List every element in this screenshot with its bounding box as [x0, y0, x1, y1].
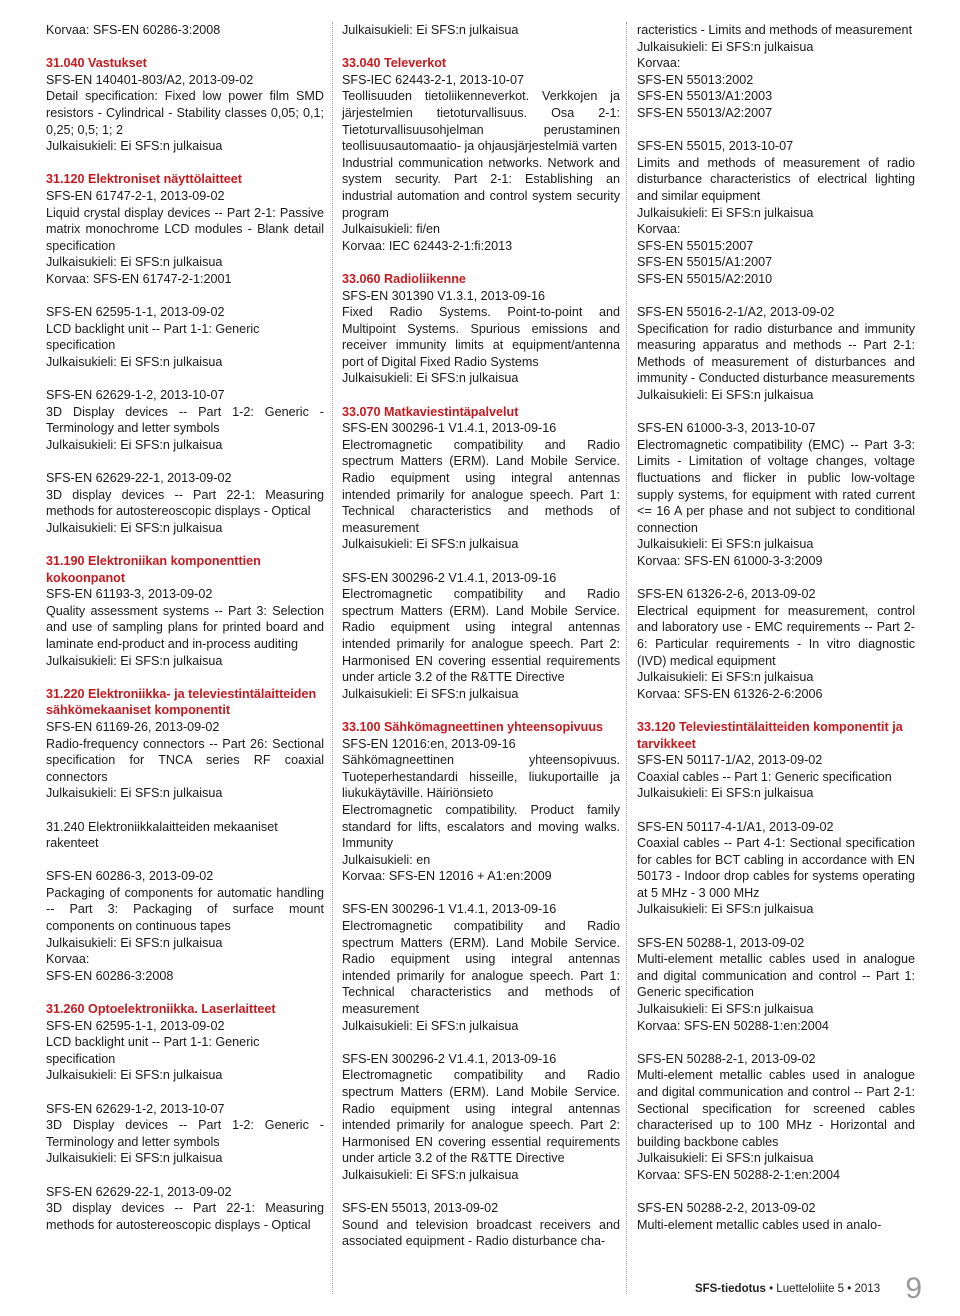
section-heading: 33.100 Sähkömagneettinen yhteensopivuus — [342, 719, 604, 734]
page-footer — [695, 1272, 922, 1306]
entry-line: Julkaisukieli: Ei SFS:n julkaisua — [46, 1151, 223, 1166]
entry-line: Sähkömagneettinen yhteensopivuus. Tuoteperhestandardi hisseille, liukuportaille ja liukukäytäville. Häiriönsieto — [342, 753, 620, 801]
entry-line: Sound and television broadcast receivers and associated equipment - Radio disturbance cha- — [342, 1217, 620, 1249]
entry-line: SFS-EN 62595-1-1, 2013-09-02 — [46, 1018, 225, 1033]
footer-year: 2013 — [854, 1283, 881, 1295]
entry-line: Julkaisukieli: Ei SFS:n julkaisua — [342, 23, 519, 37]
entry-line: Julkaisukieli: Ei SFS:n julkaisua — [342, 1167, 519, 1182]
entry-line: Multi-element metallic cables used in analogue and digital communication and control -- Part 2-1: Sectional specification for screened cables characterised up to 100 MHz - Horizontal and building backbone cables — [637, 1068, 915, 1149]
standard-entry — [342, 1200, 620, 1250]
entry-line: Korvaa: SFS-EN 50288-2-1:en:2004 — [637, 1167, 841, 1182]
standard-entry — [342, 1051, 620, 1184]
entry-line: SFS-EN 12016:en, 2013-09-16 — [342, 736, 516, 751]
entry-line: Electromagnetic compatibility and Radio spectrum Matters (ERM). Land Mobile Service. Radio equipment using integral antennas intended primarily for analogue speech. Part 2: Harmonised EN covering essential requirements under article 3.2 of the R&TTE Directive — [342, 587, 620, 685]
entry-line: SFS-EN 62629-1-2, 2013-10-07 — [46, 388, 225, 403]
standard-entry — [342, 570, 620, 703]
standard-entry — [46, 1184, 324, 1234]
entry-line: Quality assessment systems -- Part 3: Selection and use of sampling plans for printed board and laminate end-product and in-process auditing — [46, 603, 324, 651]
entry-line: Julkaisukieli: Ei SFS:n julkaisua — [637, 786, 814, 801]
standard-entry — [46, 1101, 324, 1167]
entry-line: Julkaisukieli: Ei SFS:n julkaisua — [46, 520, 223, 535]
entry-line: Julkaisukieli: en — [342, 852, 431, 867]
text-column-3 — [637, 22, 915, 1250]
section-heading: 33.040 Televerkot — [342, 56, 447, 71]
entry-line: SFS-EN 300296-2 V1.4.1, 2013-09-16 — [342, 570, 557, 585]
entry-line: LCD backlight unit -- Part 1-1: Generic specification — [46, 321, 260, 353]
entry-line: Julkaisukieli: Ei SFS:n julkaisua — [637, 537, 814, 552]
entry-line: Packaging of components for automatic handling -- Part 3: Packaging of surface mount components on continuous tapes — [46, 885, 324, 934]
entry-line: Julkaisukieli: Ei SFS:n julkaisua — [637, 670, 814, 685]
entry-line: SFS-EN 55015/A1:2007 — [637, 255, 773, 270]
entry-line: Julkaisukieli: Ei SFS:n julkaisua — [342, 1018, 519, 1033]
entry-line: Julkaisukieli: Ei SFS:n julkaisua — [46, 786, 223, 801]
entry-line: Korvaa: SFS-EN 12016 + A1:en:2009 — [342, 869, 552, 884]
entry-line: Detail specification: Fixed low power film SMD resistors - Cylindrical - Stability classes 0,05; 0,1; 0,25; 0,5; 1; 2 — [46, 89, 324, 137]
entry-line: SFS-EN 62629-1-2, 2013-10-07 — [46, 1101, 225, 1116]
footer-brand: SFS-tiedotus — [694, 1283, 766, 1295]
entry-line: Korvaa: SFS-EN 61000-3-3:2009 — [637, 554, 823, 568]
entry-line: Julkaisukieli: Ei SFS:n julkaisua — [46, 354, 223, 369]
section-heading: 31.190 Elektroniikan komponenttien kokoonpanot — [46, 554, 261, 585]
entry-line: Specification for radio disturbance and immunity measuring apparatus and methods -- Part 2-1: Methods of measurement of disturbances and immunity - Conducted disturbance measurements — [637, 321, 915, 386]
section-block — [637, 719, 915, 802]
footer-separator: • — [847, 1283, 852, 1295]
text-column-2 — [342, 22, 620, 1267]
standard-entry — [46, 304, 324, 370]
entry-line: LCD backlight unit -- Part 1-1: Generic specification — [46, 1035, 260, 1066]
entry-line: Korvaa: — [637, 222, 681, 237]
entry-line: Julkaisukieli: Ei SFS:n julkaisua — [342, 686, 519, 701]
standard-entry — [46, 819, 324, 852]
section-block — [46, 686, 324, 802]
page-number: 9 — [905, 1272, 922, 1305]
entry-line: SFS-EN 300296-1 V1.4.1, 2013-09-16 — [342, 902, 557, 917]
entry-line: 3D Display devices -- Part 1-2: Generic - Terminology and letter symbols — [46, 404, 324, 436]
entry-line: Julkaisukieli: Ei SFS:n julkaisua — [637, 1151, 814, 1166]
section-block — [46, 171, 324, 287]
entry-line: racteristics - Limits and methods of measurement — [637, 23, 913, 37]
section-heading: 31.260 Optoelektroniikka. Laserlaitteet — [46, 1002, 276, 1017]
entry-line: SFS-EN 60286-3:2008 — [46, 968, 174, 983]
entry-line: 31.240 Elektroniikkalaitteiden mekaaniset rakenteet — [46, 819, 278, 851]
entry-line: SFS-EN 55016-2-1/A2, 2013-09-02 — [637, 305, 835, 320]
footer-publication: Luetteloliite 5 — [776, 1283, 845, 1295]
entry-line: SFS-EN 55013:2002 — [637, 72, 754, 87]
entry-line: SFS-EN 61326-2-6, 2013-09-02 — [637, 587, 816, 602]
entry-line: Electromagnetic compatibility and Radio spectrum Matters (ERM). Land Mobile Service. Radio equipment using integral antennas intended primarily for analogue speech. Part 2: Harmonised EN covering essential requirements under article 3.2 of the R&TTE Directive — [342, 1068, 620, 1166]
entry-line: Julkaisukieli: Ei SFS:n julkaisua — [637, 205, 814, 220]
entry-line: SFS-EN 55013, 2013-09-02 — [342, 1201, 499, 1216]
entry-line: Julkaisukieli: Ei SFS:n julkaisua — [46, 139, 223, 154]
entry-line: Limits and methods of measurement of radio disturbance characteristics of electrical lighting and similar equipment — [637, 155, 915, 203]
entry-line: Electromagnetic compatibility. Product family standard for lifts, escalators and moving walks. Immunity — [342, 802, 620, 851]
entry-line: SFS-EN 60286-3, 2013-09-02 — [46, 869, 214, 884]
entry-line: Julkaisukieli: fi/en — [342, 222, 440, 237]
entry-line: Korvaa: — [637, 56, 681, 71]
entry-line: SFS-EN 50117-1/A2, 2013-09-02 — [637, 753, 823, 768]
section-block — [342, 404, 620, 553]
entry-line: Julkaisukieli: Ei SFS:n julkaisua — [342, 537, 519, 552]
entry-line: SFS-EN 55013/A1:2003 — [637, 89, 773, 104]
entry-line: SFS-EN 62629-22-1, 2013-09-02 — [46, 471, 232, 486]
entry-line: Julkaisukieli: Ei SFS:n julkaisua — [637, 902, 814, 917]
entry-line: 3D Display devices -- Part 1-2: Generic - Terminology and letter symbols — [46, 1118, 324, 1149]
entry-line: SFS-IEC 62443-2-1, 2013-10-07 — [342, 72, 525, 87]
entry-line: SFS-EN 140401-803/A2, 2013-09-02 — [46, 72, 254, 87]
section-block — [342, 719, 620, 885]
entry-line: Korvaa: SFS-EN 50288-1:en:2004 — [637, 1018, 829, 1033]
entry-line: SFS-EN 300296-2 V1.4.1, 2013-09-16 — [342, 1051, 557, 1066]
text-column-1 — [46, 22, 324, 1250]
entry-line: SFS-EN 50117-4-1/A1, 2013-09-02 — [637, 819, 834, 834]
entry-line: Electromagnetic compatibility (EMC) -- Part 3-3: Limits - Limitation of voltage changes, voltage fluctuations and flicker in public low-voltage supply systems, for equipment with rated current <= 16 A per phase and not subject to conditional connection — [637, 437, 915, 535]
entry-line: Julkaisukieli: Ei SFS:n julkaisua — [46, 437, 223, 452]
entry-line: SFS-EN 50288-2-1, 2013-09-02 — [637, 1051, 816, 1066]
entry-line: Electromagnetic compatibility and Radio spectrum Matters (ERM). Land Mobile Service. Radio equipment using integral antennas intended primarily for analogue speech. Part 1: Technical characteristics and methods of measurement — [342, 437, 620, 535]
standard-entry — [637, 1200, 915, 1233]
section-heading: 31.040 Vastukset — [46, 56, 147, 71]
entry-line: SFS-EN 50288-1, 2013-09-02 — [637, 935, 805, 950]
standard-entry — [637, 420, 915, 569]
standard-entry — [637, 22, 915, 122]
entry-line: Korvaa: — [46, 952, 90, 967]
entry-line: SFS-EN 55015/A2:2010 — [637, 271, 773, 286]
entry-line: SFS-EN 61193-3, 2013-09-02 — [46, 587, 213, 602]
entry-line: SFS-EN 50288-2-2, 2013-09-02 — [637, 1201, 816, 1216]
entry-line: Multi-element metallic cables used in analogue and digital communication and control -- Part 1: Generic specification — [637, 952, 915, 1000]
standard-entry — [637, 586, 915, 702]
entry-line: SFS-EN 62629-22-1, 2013-09-02 — [46, 1184, 232, 1199]
entry-line: Coaxial cables -- Part 4-1: Sectional specification for cables for BCT cabling in accordance with EN 50173 - Indoor drop cables for systems operating at 5 MHz - 3 000 MHz — [637, 836, 915, 900]
entry-line: 3D display devices -- Part 22-1: Measuring methods for autostereoscopic displays - Optical — [46, 1201, 324, 1232]
entry-line: Julkaisukieli: Ei SFS:n julkaisua — [637, 39, 814, 54]
standard-entry — [342, 22, 620, 39]
entry-line: Electrical equipment for measurement, control and laboratory use - EMC requirements -- Part 2-6: Particular requirements - In vitro diagnostic (IVD) medical equipment — [637, 603, 915, 668]
entry-line: SFS-EN 55015:2007 — [637, 238, 754, 253]
column-divider — [626, 22, 627, 1294]
entry-line: Julkaisukieli: Ei SFS:n julkaisua — [342, 371, 519, 386]
entry-line: Radio-frequency connectors -- Part 26: Sectional specification for TNCA series RF coaxial connectors — [46, 736, 324, 784]
entry-line: Korvaa: SFS-EN 61747-2-1:2001 — [46, 271, 232, 286]
entry-line: Coaxial cables -- Part 1: Generic specification — [637, 769, 892, 784]
section-heading: 31.220 Elektroniikka- ja televiestintälaitteiden sähkömekaaniset komponentit — [46, 686, 317, 718]
section-block — [46, 553, 324, 669]
entry-line: SFS-EN 55015, 2013-10-07 — [637, 139, 794, 154]
entry-line: Julkaisukieli: Ei SFS:n julkaisua — [637, 1002, 814, 1017]
entry-line: Korvaa: SFS-EN 61326-2-6:2006 — [637, 686, 823, 701]
entry-line: SFS-EN 61747-2-1, 2013-09-02 — [46, 188, 225, 203]
section-block — [46, 55, 324, 155]
entry-line: SFS-EN 61169-26, 2013-09-02 — [46, 719, 220, 734]
column-divider — [332, 22, 333, 1294]
entry-line: Julkaisukieli: Ei SFS:n julkaisua — [46, 1068, 223, 1083]
footer-separator: • — [769, 1283, 774, 1295]
entry-line: Electromagnetic compatibility and Radio spectrum Matters (ERM). Land Mobile Service. Radio equipment using integral antennas intended primarily for analogue speech. Part 1: Technical characteristics and methods of measurement — [342, 919, 620, 1017]
standard-entry — [637, 304, 915, 404]
section-heading: 33.120 Televiestintälaitteiden komponentit ja tarvikkeet — [637, 719, 903, 751]
section-heading: 33.070 Matkaviestintäpalvelut — [342, 404, 519, 419]
standard-entry — [46, 22, 324, 39]
standard-entry — [342, 901, 620, 1034]
section-block — [46, 1001, 324, 1084]
entry-line: Multi-element metallic cables used in analo- — [637, 1217, 882, 1232]
section-heading: 31.120 Elektroniset näyttölaitteet — [46, 172, 242, 187]
standard-entry — [637, 138, 915, 287]
entry-line: SFS-EN 55013/A2:2007 — [637, 105, 773, 120]
entry-line: Julkaisukieli: Ei SFS:n julkaisua — [46, 255, 223, 270]
entry-line: Korvaa: IEC 62443-2-1:fi:2013 — [342, 238, 513, 253]
standard-entry — [46, 387, 324, 453]
entry-line: Korvaa: SFS-EN 60286-3:2008 — [46, 23, 221, 37]
section-block — [342, 55, 620, 254]
standard-entry — [637, 1051, 915, 1184]
entry-line: SFS-EN 301390 V1.3.1, 2013-09-16 — [342, 288, 546, 303]
section-block — [342, 271, 620, 387]
section-heading: 33.060 Radioliikenne — [342, 271, 466, 286]
entry-line: Liquid crystal display devices -- Part 2-1: Passive matrix monochrome LCD modules - Blank detail specification — [46, 205, 324, 253]
entry-line: SFS-EN 300296-1 V1.4.1, 2013-09-16 — [342, 421, 557, 436]
entry-line: Julkaisukieli: Ei SFS:n julkaisua — [46, 935, 223, 950]
entry-line: Julkaisukieli: Ei SFS:n julkaisua — [637, 388, 814, 403]
standard-entry — [46, 868, 324, 984]
entry-line: SFS-EN 62595-1-1, 2013-09-02 — [46, 305, 225, 320]
entry-line: 3D display devices -- Part 22-1: Measuring methods for autostereoscopic displays - Optical — [46, 487, 324, 519]
entry-line: Julkaisukieli: Ei SFS:n julkaisua — [46, 653, 223, 668]
standard-entry — [637, 819, 915, 919]
entry-line: SFS-EN 61000-3-3, 2013-10-07 — [637, 421, 816, 436]
entry-line: Industrial communication networks. Network and system security. Part 2-1: Establishing an industrial automation and control system security program — [342, 155, 620, 220]
entry-line: Fixed Radio Systems. Point-to-point and Multipoint Systems. Spurious emissions and receiver immunity limits at equipment/antenna port of Digital Fixed Radio Systems — [342, 305, 620, 369]
standard-entry — [46, 470, 324, 536]
entry-line: Teollisuuden tietoliikenneverkot. Verkkojen ja järjestelmien tietoturvallisuus. Osa 2-1: Tietoturvallisuusohjelman perustaminen teollisuusautomaatio- ja ohjausjärjestelmiä varten — [342, 89, 620, 154]
standard-entry — [637, 935, 915, 1035]
